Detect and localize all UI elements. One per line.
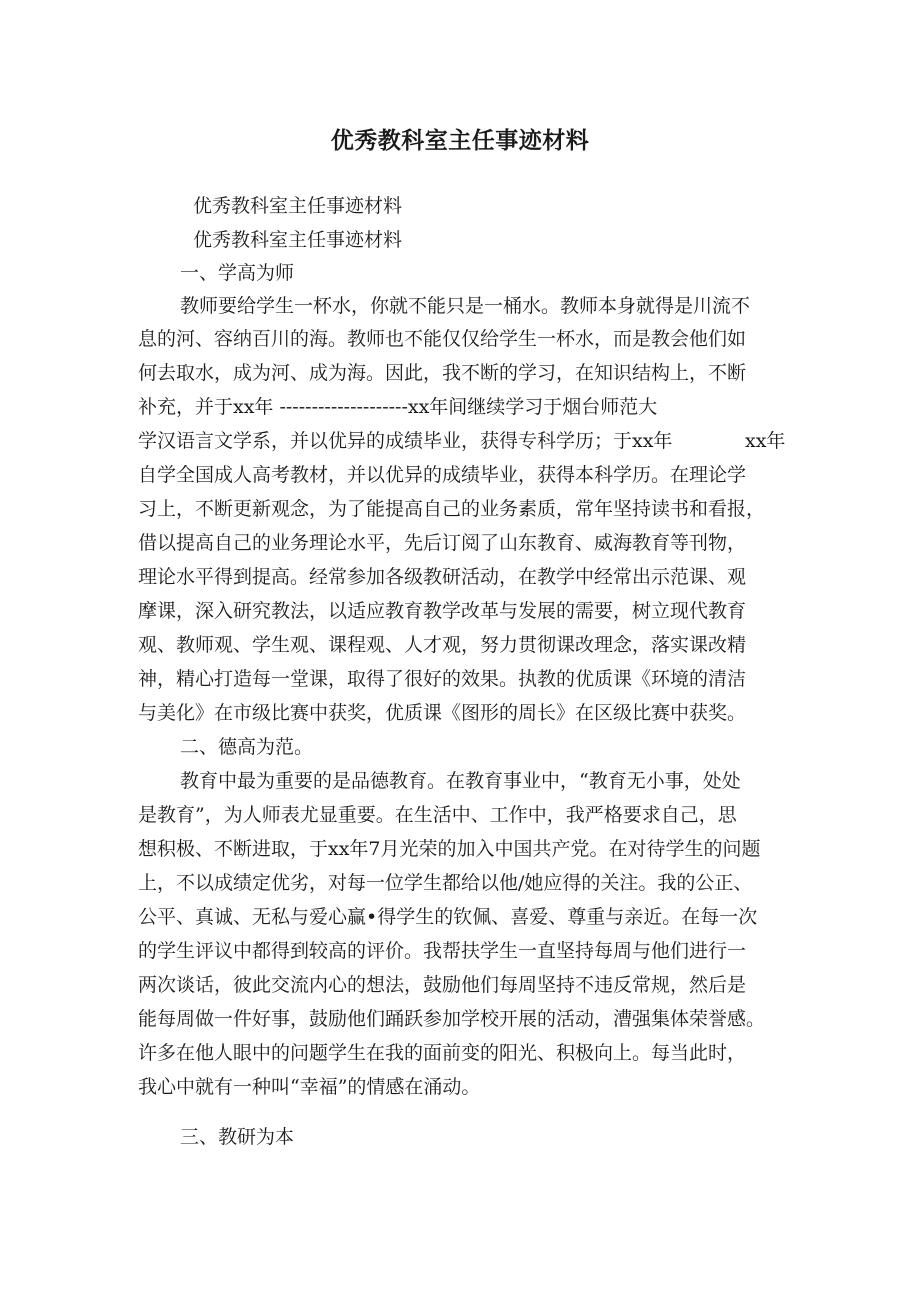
section-heading: 一、学高为师 (180, 262, 295, 284)
paragraph-line: 教师要给学生一杯水，你就不能只是一桶水。教师本身就得是川流不 (180, 295, 751, 317)
paragraph-line: 习上，不断更新观念，为了能提高自己的业务素质，常年坚持读书和看报， (138, 498, 766, 520)
paragraph-line: 摩课，深入研究教法，以适应教育教学改革与发展的需要，树立现代教育 (138, 600, 747, 622)
section-heading: 三、教研为本 (180, 1126, 295, 1148)
paragraph-line: 神，精心打造每一堂课，取得了很好的效果。执教的优质课《环境的清洁 (138, 668, 747, 690)
paragraph-line: 上，不以成绩定优劣，对每一位学生都给以他/她应得的关注。我的公正、 (138, 872, 753, 894)
paragraph-line: 想积极、不断进取，于xx年7月光荣的加入中国共产党。在对待学生的问题 (138, 838, 761, 860)
paragraph-line: 许多在他人眼中的问题学生在我的面前变的阳光、积极向上。每当此时， (138, 1042, 747, 1064)
paragraph-line: 理论水平得到提高。经常参加各级教研活动，在教学中经常出示范课、观 (138, 566, 747, 588)
paragraph-line: 息的河、容纳百川的海。教师也不能仅仅给学生一杯水，而是教会他们如 (138, 328, 747, 350)
paragraph-line: 能每周做一件好事，鼓励他们踊跃参加学校开展的活动，漕强集体荣誉感。 (138, 1008, 766, 1030)
subtitle-line: 优秀教科室主任事迹材料 (193, 229, 403, 251)
subtitle-line: 优秀教科室主任事迹材料 (193, 195, 403, 217)
section-heading: 二、德高为范。 (180, 736, 314, 758)
paragraph-line: xx年 (745, 430, 786, 452)
paragraph-line: 是教育”，为人师表尤显重要。在生活中、工作中，我严格要求自己，思 (138, 804, 737, 826)
paragraph-line: 公平、真诚、无私与爱心赢•得学生的钦佩、喜爱、尊重与亲近。在每一次 (138, 906, 758, 928)
paragraph-line: 何去取水，成为河、成为海。因此，我不断的学习，在知识结构上，不断 (138, 362, 747, 384)
paragraph-line: 两次谈话，彼此交流内心的想法，鼓励他们每周坚持不违反常规，然后是 (138, 974, 747, 996)
document-title: 优秀教科室主任事迹材料 (330, 128, 590, 154)
paragraph-line: 补充，并于xx年 --------------------xx年间继续学习于烟台师范大 (138, 396, 658, 418)
paragraph-line: 学汉语言文学系，并以优异的成绩毕业，获得专科学历；于xx年 (138, 430, 673, 452)
paragraph-line: 借以提高自己的业务理论水平，先后订阅了山东教育、威海教育等刊物， (138, 532, 747, 554)
paragraph-line: 教育中最为重要的是品德教育。在教育事业中，“教育无小事，处处 (180, 770, 741, 792)
paragraph-line: 观、教师观、学生观、课程观、人才观，努力贯彻课改理念，落实课改精 (138, 634, 747, 656)
paragraph-line: 我心中就有一种叫“幸福”的情感在涌动。 (138, 1076, 481, 1098)
paragraph-line: 自学全国成人高考教材，并以优异的成绩毕业，获得本科学历。在理论学 (138, 464, 747, 486)
paragraph-line: 与美化》在市级比赛中获奖，优质课《图形的周长》在区级比赛中获奖。 (138, 702, 747, 724)
paragraph-line: 的学生评议中都得到较高的评价。我帮扶学生一直坚持每周与他们进行一 (138, 940, 747, 962)
